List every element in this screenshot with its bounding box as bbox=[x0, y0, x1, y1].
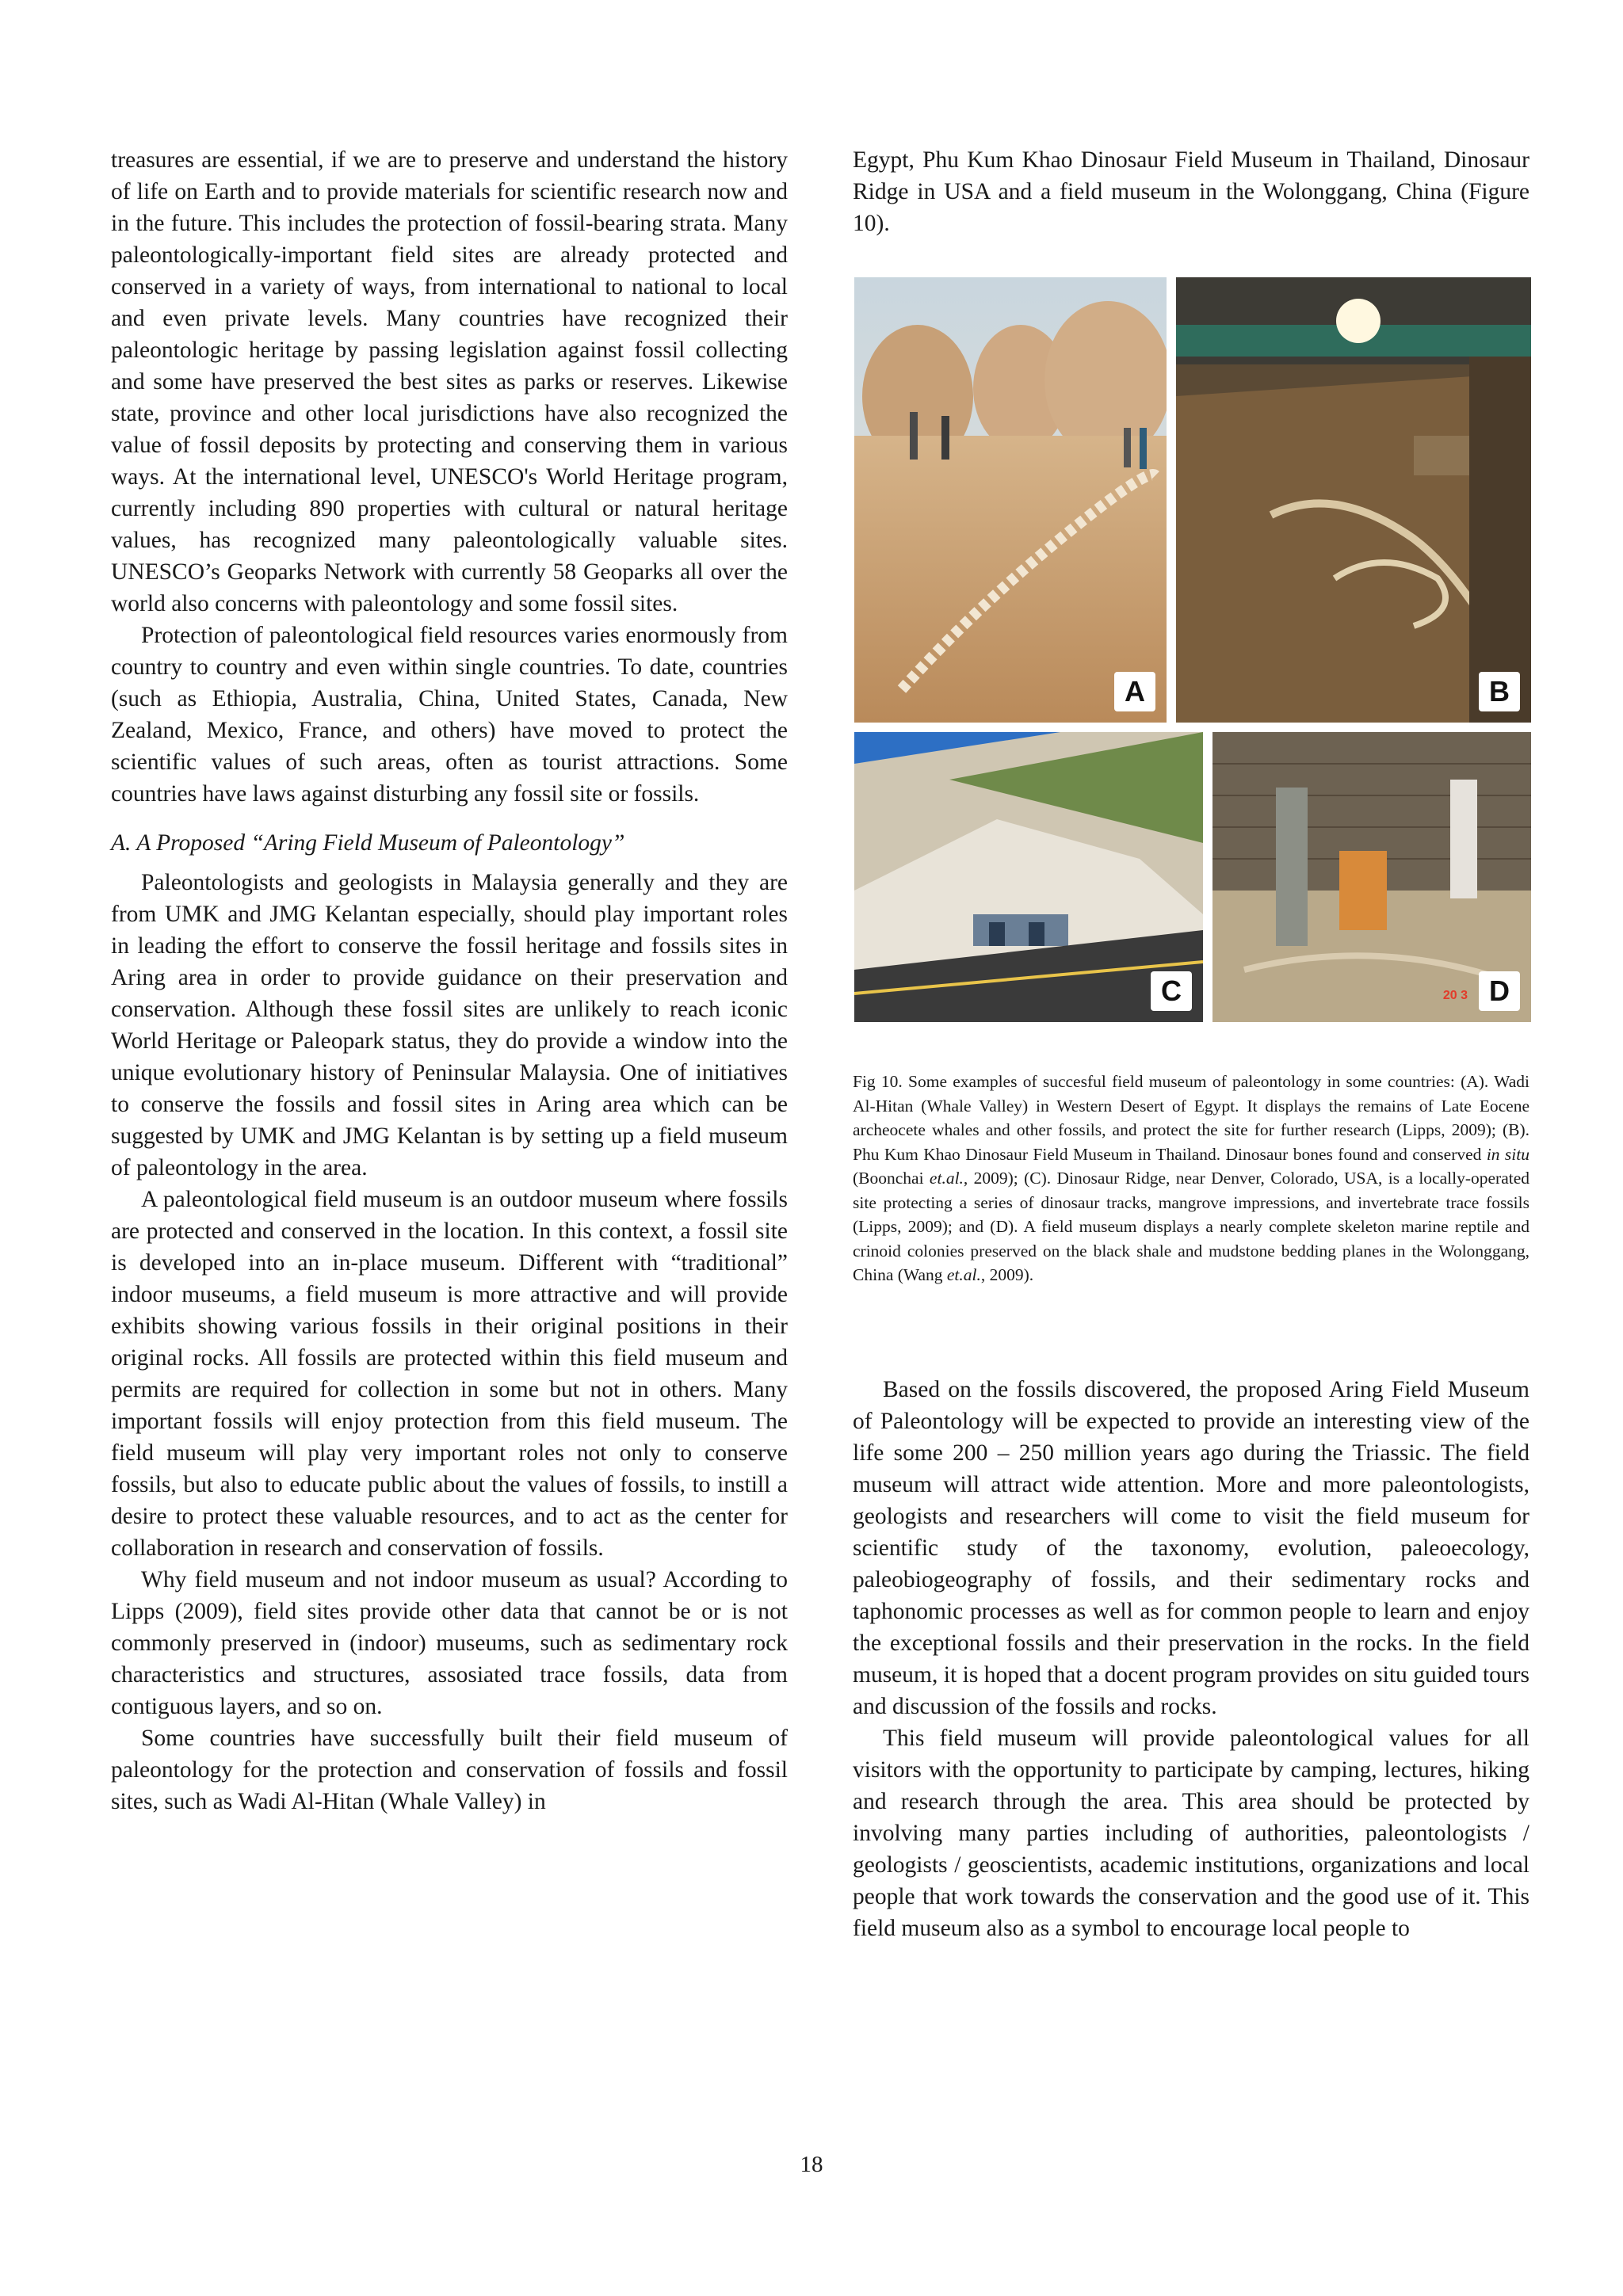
left-paragraph-1: treasures are essential, if we are to preserve and understand the history of life on Earth and to provide materials for scientific research now and in the future. This includes the protection of fossil-bearing strata. Many paleontologically-important field sites are already protected and conserved in a variety of ways, from international to national to local and even private levels. Many countries have recognized their paleontologic heritage by passing legislation against fossil collecting and some have preserved the best sites as parks or reserves. Likewise state, province and other local jurisdictions have also recognized the value of fossil deposits by protecting and conserving them in various ways. At the international level, UNESCO's World Heritage program, currently including 890 properties with cultural or natural heritage values, has recognized many paleontologically valuable sites. UNESCO’s Geoparks Network with currently 58 Geoparks all over the world also concerns with paleontology and some fossil sites. bbox=[111, 147, 788, 616]
panel-label-a: A bbox=[1114, 672, 1155, 711]
right-paragraph-3: This field museum will provide paleontological values for all visitors with the opportunity to participate by camping, lectures, hiking and research through the area. This area should be protected by involving many parties including of authorities, paleontologists / geologists / geoscientists, academic institutions, organizations and local people that work towards the conservation and the good use of it. This field museum also as a symbol to encourage local people to bbox=[853, 1726, 1529, 1941]
panel-label-c: C bbox=[1151, 971, 1192, 1011]
caption-part-4: , 2009). bbox=[980, 1265, 1034, 1284]
caption-et-al-1: et.al. bbox=[929, 1169, 964, 1188]
subsection-heading: A. A Proposed “Aring Field Museum of Paleontology” bbox=[111, 830, 625, 856]
left-paragraph-6: Some countries have successfully built their field museum of paleontology for the protection and conservation of fossils and fossil sites, such as Wadi Al-Hitan (Whale Valley) in bbox=[111, 1726, 788, 1814]
figure-panel-a-photo bbox=[854, 277, 1167, 723]
figure-panel-b-photo bbox=[1176, 277, 1531, 723]
caption-part-3: , 2009); (C). Dinosaur Ridge, near Denver, Colorado, USA, is a locally-operated site protecting a series of dinosaur tracks, mangrove impressions, and invertebrate trace fossils (Lipps, 2009); and (D). A field museum displays a nearly complete skeleton marine reptile and crinoid colonies preserved on the black shale and mudstone bedding planes in the Wolonggang, China (Wang bbox=[853, 1169, 1529, 1284]
caption-part-1: Fig 10. Some examples of succesful field museum of paleontology in some countries: (A). Wadi Al-Hitan (Whale Valley) in Western Desert of Egypt. It displays the remains of Late Eocene archeocete whales and other fossils, and protect the site for further research (Lipps, 2009); (B). Phu Kum Khao Dinosaur Field Museum in Thailand. Dinosaur bones found and conserved bbox=[853, 1072, 1529, 1164]
right-paragraph-2: Based on the fossils discovered, the proposed Aring Field Museum of Paleontology will be expected to provide an interesting view of the life some 200 – 250 million years ago during the Triassic. The field museum will attract wide attention. More and more paleontologists, geologists and researchers will come to visit the field museum for scientific study of the taxonomy, evolution, paleoecology, paleobiogeography of fossils, and their sedimentary rocks and taphonomic processes as well as for common people to learn and enjoy the exceptional fossils and their preservation in the rocks. In the field museum, it is hoped that a docent program provides on situ guided tours and discussion of the fossils and rocks. bbox=[853, 1377, 1529, 1719]
right-paragraph-1: Egypt, Phu Kum Khao Dinosaur Field Museum in Thailand, Dinosaur Ridge in USA and a field museum in the Wolonggang, China (Figure 10). bbox=[853, 147, 1529, 236]
right-column-top bbox=[853, 144, 1529, 239]
figure-caption bbox=[853, 1070, 1529, 1287]
caption-et-al-2: et.al. bbox=[946, 1265, 981, 1284]
figure-panel-c-photo bbox=[854, 732, 1203, 1022]
figure-panel-d-photo bbox=[1212, 732, 1531, 1022]
left-column bbox=[111, 144, 788, 1817]
figure-10 bbox=[854, 277, 1531, 1022]
caption-in-situ: in situ bbox=[1486, 1144, 1529, 1164]
desert-whale-photo bbox=[854, 277, 1167, 723]
photo-date-stamp: 20 3 bbox=[1442, 989, 1468, 1002]
panel-label-d: D bbox=[1479, 971, 1520, 1011]
caption-part-2: (Boonchai bbox=[853, 1169, 930, 1188]
left-paragraph-3: Paleontologists and geologists in Malaysia generally and they are from UMK and JMG Kelantan especially, should play important roles in leading the effort to conserve the fossil heritage and fossils sites in Aring area in order to provide guidance on their preservation and conservation. Although these fossil sites are unlikely to reach iconic World Heritage or Paleopark status, they do provide a window into the unique evolutionary history of Peninsular Malaysia. One of initiatives to conserve the fossils and fossil sites in Aring area which can be suggested by UMK and JMG Kelantan is by setting up a field museum of paleontology in the area. bbox=[111, 870, 788, 1180]
left-paragraph-5: Why field museum and not indoor museum as usual? According to Lipps (2009), field sites provide other data that cannot be or is not commonly preserved in (indoor) museums, such as sedimentary rock characteristics and structures, assosiated trace fossils, data from contiguous layers, and so on. bbox=[111, 1567, 788, 1719]
panel-label-b: B bbox=[1479, 672, 1520, 711]
left-paragraph-2: Protection of paleontological field resources varies enormously from country to country and even within single countries. To date, countries (such as Ethiopia, Australia, China, United States, Canada, New Zealand, Mexico, France, and others) have moved to protect the scientific values of such areas, often as tourist attractions. Some countries have laws against disturbing any fossil site or fossils. bbox=[111, 623, 788, 807]
left-paragraph-4: A paleontological field museum is an outdoor museum where fossils are protected and conserved in the location. In this context, a fossil site is developed into an in-place museum. Different with “traditional” indoor museums, a field museum is more attractive and will provide exhibits showing various fossils in their original positions in their original rocks. All fossils are protected within this field museum and permits are required for collection in some but not in others. Many important fossils will enjoy protection from this field museum. The field museum will play very important roles not only to conserve fossils, but also to educate public about the values of fossils, to instill a desire to protect these valuable resources, and to act as the center for collaboration in research and conservation of fossils. bbox=[111, 1187, 788, 1561]
right-column-bottom bbox=[853, 1374, 1529, 1944]
dinosaur-pit-photo bbox=[1176, 277, 1531, 723]
page-number: 18 bbox=[800, 2152, 823, 2177]
